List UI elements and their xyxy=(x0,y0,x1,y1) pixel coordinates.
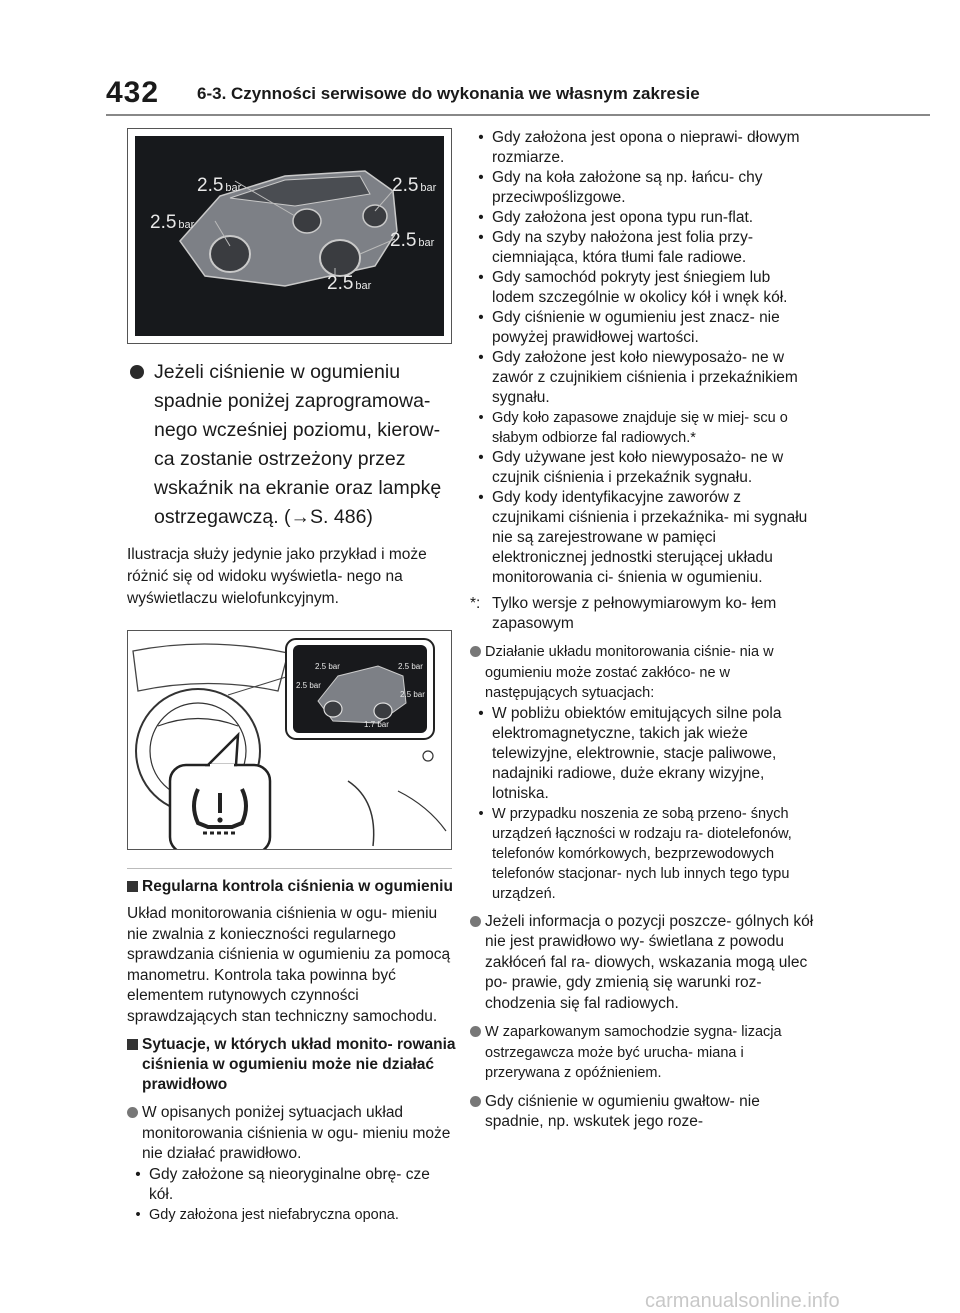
list-item: • Gdy założona jest niefabryczna opona. xyxy=(135,1206,399,1223)
circle-bullet-icon xyxy=(470,1096,481,1107)
dashboard-figure xyxy=(127,630,452,850)
right-column xyxy=(470,128,815,1133)
pressure-label-rear-left: 2.5 bar xyxy=(197,175,242,196)
figure-caption: Ilustracja służy jedynie jako przykład i może różnić się od widoku wyświetla- nego na wyświetlaczu wielofunkcyjnym. xyxy=(127,546,427,607)
pressure-label-rear-right: 2.5 bar xyxy=(392,175,437,196)
list-item: • Gdy założona jest opona typu run-flat. xyxy=(478,209,754,226)
position-info-item: Jeżeli informacja o pozycji poszcze- gólnych kół nie jest prawidłowo wy- świetlana z powodu zakłóceń fal ra- diowych, wskazania mogą ulec po- prawie, gdy zmienią się warunki roz- chodzenia się fal radiowych. xyxy=(470,912,815,1015)
dashboard-illustration xyxy=(128,631,451,849)
list-item: • Gdy kody identyfikacyjne zaworów z czujnikami ciśnienia i przekaźnika- mi sygnału nie są zarejestrowane w pamięci elektronicznej jednostki sterującej układu monitorowania ci- śnienia w ogumieniu. xyxy=(478,489,808,586)
list-item: • Gdy założone jest koło niewyposażo- ne w zawór z czujnikiem ciśnienia i przekaźnikiem sygnału. xyxy=(478,349,798,406)
pressure-label-front-left: 2.5 bar xyxy=(150,212,195,233)
list-item: • W pobliżu obiektów emitujących silne pola elektromagnetyczne, takich jak wieże telewizyjne, elektrownie, stacje paliwowe, nadajniki radiowe, duże ekrany wizyjne, lotniska. xyxy=(478,704,782,802)
suv-illustration xyxy=(135,136,444,336)
pressure-label-front-right: 2.5 bar xyxy=(327,273,372,294)
section-title: 6-3. Czynności serwisowe do wykonania we własnym zakresie xyxy=(197,84,700,103)
pressure-mini-label: 2.5 bar xyxy=(400,690,425,699)
parked-vehicle-item: W zaparkowanym samochodzie sygna- lizacja ostrzegawcza może być urucha- miana i przerywana z opóźnieniem. xyxy=(470,1022,815,1084)
section-heading-malfunction: Sytuacje, w których układ monito- rowania ciśnienia w ogumieniu może nie działać prawidłowo xyxy=(127,1035,457,1095)
pressure-mini-label: 2.5 bar xyxy=(398,662,423,671)
display-screen xyxy=(135,136,444,336)
malfunction-intro: W opisanych poniżej sytuacjach układ monitorowania ciśnienia w ogu- mieniu może nie działać prawidłowo. xyxy=(127,1103,457,1165)
circle-bullet-icon xyxy=(470,1026,481,1037)
list-item: • Gdy koło zapasowe znajduje się w miej- scu o słabym odbiorze fal radiowych.* xyxy=(478,410,788,446)
list-item: • Gdy na koła założone są np. łańcu- chy przeciwpoślizgowe. xyxy=(478,169,763,206)
footnote: *: Tylko wersje z pełnowymiarowym ko- łem zapasowym xyxy=(470,595,777,632)
list-item: • Gdy założone są nieoryginalne obrę- cze kół. xyxy=(135,1165,430,1203)
interference-item: Działanie układu monitorowania ciśnie- nia w ogumieniu może zostać zakłóco- ne w następujących sytuacjach: xyxy=(470,642,815,704)
pressure-mini-label: 2.5 bar xyxy=(296,681,321,690)
lead-paragraph: Jeżeli ciśnienie w ogumieniu spadnie poniżej zaprogramowa- nego wcześniej poziomu, kierow- ca zostanie ostrzeżony przez wskaźnik na ekranie oraz lampkę ostrzegawczą. (→S. 486) xyxy=(127,358,457,532)
tire-pressure-display-figure xyxy=(127,128,452,344)
list-item: • W przypadku noszenia ze sobą przeno- śnych urządzeń łączności w rodzaju ra- diotelefonów, telefonów komórkowych, bezprzewodowych telefonów stacjonar- nych lub innych tego typu urządzeń. xyxy=(478,805,792,902)
page-header xyxy=(0,0,960,118)
circle-bullet-icon xyxy=(127,1107,138,1118)
pressure-mini-label: 2.5 bar xyxy=(315,662,340,671)
list-item: • Gdy na szyby nałożona jest folia przy- ciemniająca, która tłumi fale radiowe. xyxy=(478,229,754,266)
list-item: • Gdy ciśnienie w ogumieniu jest znacz- nie powyżej prawidłowej wartości. xyxy=(478,309,780,346)
page-number: 432 xyxy=(106,76,160,109)
bullet-dot-icon xyxy=(130,365,144,379)
square-bullet-icon xyxy=(127,881,138,892)
regular-check-text: Układ monitorowania ciśnienia w ogu- mieniu nie zwalnia z konieczności regularnego sprawdzania ciśnienia w ogumieniu za pomocą manometru. Kontrola taka powinna być elementem rutynowych czynności sprawdzających stan techniczny samochodu. xyxy=(127,905,451,1025)
list-item: • Gdy samochód pokryty jest śniegiem lub lodem szczególnie w okolicy kół i wnęk kół. xyxy=(478,269,788,306)
rapid-drop-item: Gdy ciśnienie w ogumieniu gwałtow- nie spadnie, np. wskutek jego roze- xyxy=(470,1092,815,1133)
pressure-label-spare: 2.5 bar xyxy=(390,230,435,251)
list-item: • Gdy używane jest koło niewyposażo- ne w czujnik ciśnienia i przekaźnik sygnału. xyxy=(478,449,784,486)
header-divider xyxy=(106,114,930,116)
list-item: • Gdy założona jest opona o nieprawi- dłowym rozmiarze. xyxy=(478,129,800,166)
section-divider xyxy=(127,868,452,869)
square-bullet-icon xyxy=(127,1039,138,1050)
pressure-mini-label: 1.7 bar xyxy=(364,720,389,729)
circle-bullet-icon xyxy=(470,646,481,657)
circle-bullet-icon xyxy=(470,916,481,927)
watermark: carmanualsonline.info xyxy=(645,1290,840,1312)
section-heading-regular-check: Regularna kontrola ciśnienia w ogumieniu xyxy=(127,877,457,897)
left-column xyxy=(127,128,457,1225)
